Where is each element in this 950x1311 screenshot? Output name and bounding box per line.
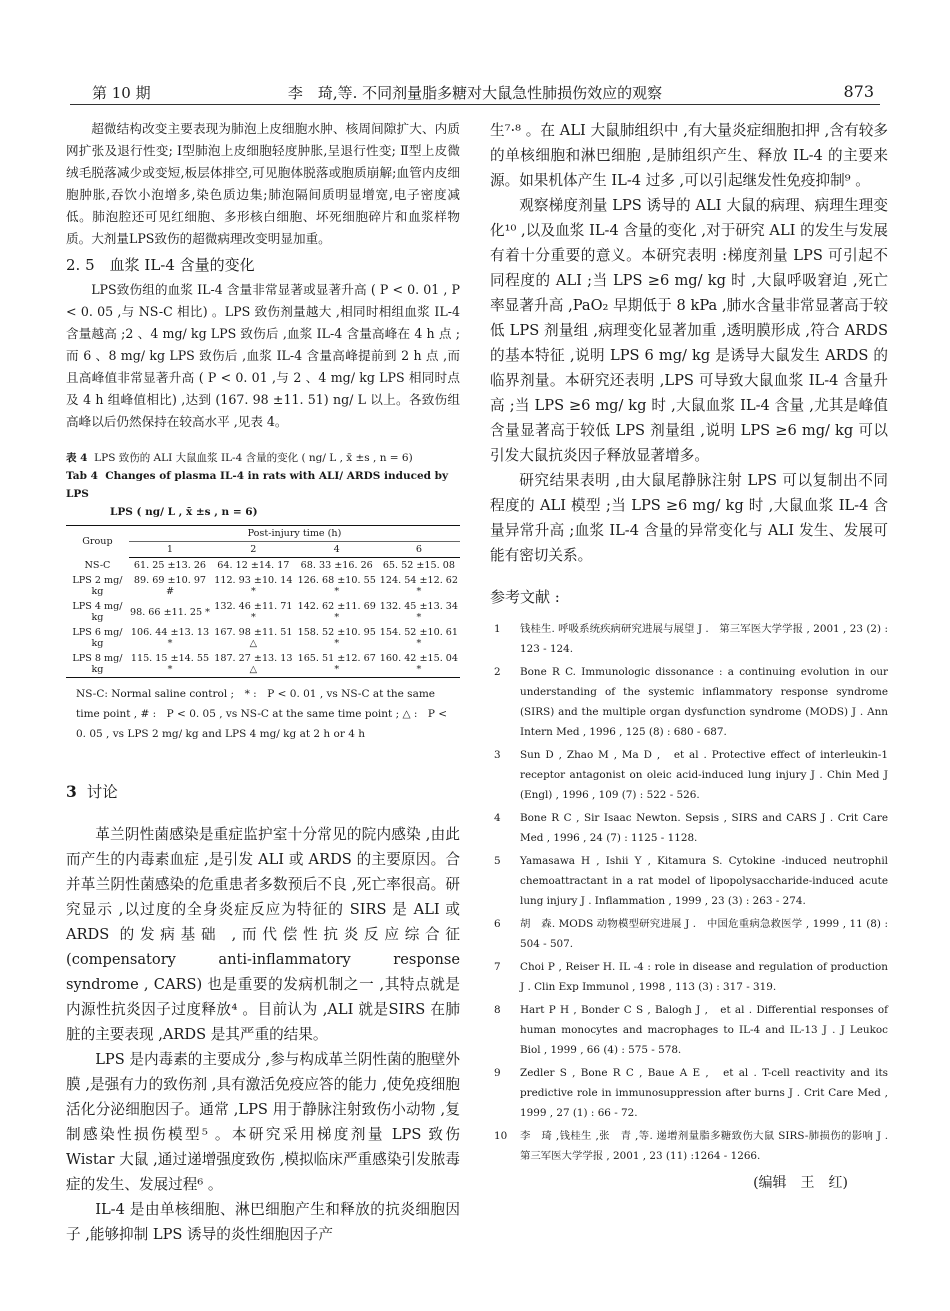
reference-item: 9 Zedler S , Bone R C , Baue A E , et al . T-cell reactivity and its predictive role in immunosuppression after burns J . Crit Care Med , 1999 , 27 (1) : 66 - 72. (494, 1067, 888, 1119)
paragraph-conclusion: 研究结果表明 ,由大鼠尾静脉注射 LPS 可以复制出不同程度的 ALI 模型 ;当 LPS ≥6 mg/ kg 时 ,大鼠血浆 IL-4 含量异常升高 ;血浆 IL-4 含量的异常变化与 ALI 发生、发展可能有密切关系。 (490, 472, 888, 564)
paragraph-discussion-3: IL-4 是由单核细胞、淋巴细胞产生和释放的抗炎细胞因子 ,能够抑制 LPS 诱导的炎性细胞因子产 (66, 1201, 460, 1243)
table-row: LPS 4 mg/ kg 98. 66 ±11. 25 * 132. 46 ±11. 71 * 142. 62 ±11. 69 * 132. 45 ±13. 34 * (72, 601, 459, 623)
table-row: LPS 6 mg/ kg 106. 44 ±13. 13 * 167. 98 ±11. 51 △ 158. 52 ±10. 95 * 154. 52 ±10. 61 * (72, 627, 459, 649)
table-caption-cn: LPS 致伤的 ALI 大鼠血浆 IL-4 含量的变化 ( ng/ L , x̄ ±s , n = 6) (94, 452, 413, 464)
reference-item: 7 Choi P , Reiser H. IL -4 : role in disease and regulation of production J . Clin Exp Immunol , 1998 , 113 (3) : 317 - 319. (494, 961, 888, 993)
table-row: NS-C 61. 25 ±13. 26 64. 12 ±14. 17 68. 33 ±16. 26 65. 52 ±15. 08 (84, 559, 455, 571)
reference-item: 8 Hart P H , Bonder C S , Balogh J , et al . Differential responses of human monocytes and macrophages to IL-4 and IL-13 J . J Leukoc Biol , 1999 , 66 (4) : 575 - 578. (494, 1004, 888, 1056)
table-4-caption (66, 449, 460, 521)
references-heading: 参考文献 : (490, 588, 560, 606)
table-time-col: 2 (211, 542, 296, 558)
reference-item: 1 钱桂生. 呼吸系统疾病研究进展与展望 J . 第三军医大学学报 , 2001 , 23 (2) : 123 - 124. (494, 623, 888, 655)
table-group-header: Group (66, 526, 129, 558)
table-time-col: 1 (129, 542, 211, 558)
running-header (70, 78, 880, 105)
section-2-5-heading: 2. 5 血浆 IL-4 含量的变化 (66, 256, 255, 274)
paragraph-discussion-4: 观察梯度剂量 LPS 诱导的 ALI 大鼠的病理、病理生理变化¹⁰ ,以及血浆 IL-4 含量的变化 ,对于研究 ALI 的发生与发展有着十分重要的意义。本研究表明 :梯度剂量 LPS 可引起不同程度的 ALI ;当 LPS ≥6 mg/ kg 时 ,大鼠呼吸窘迫 ,死亡率显著升高 ,PaO₂ 早期低于 8 kPa ,肺水含量非常显著高于较低 LPS 剂量组 ,病理变化显著加重 ,透明膜形成 ,符合 ARDS 的基本特征 ,说明 LPS 6 mg/ kg 是诱导大鼠发生 ARDS 的临界剂量。本研究还表明 ,LPS 可导致大鼠血浆 IL-4 含量升高 ;当 LPS ≥6 mg/ kg 时 ,大鼠血浆 IL-4 含量 ,尤其是峰值含量显著高于较低 LPS 剂量组 ,说明 LPS ≥6 mg/ kg 可以引发大鼠抗炎因子释放显著增多。 (490, 197, 888, 464)
table-4 (66, 525, 460, 678)
table-label-cn: 表 4 (66, 452, 88, 464)
paragraph-discussion-2: LPS 是内毒素的主要成分 ,参与构成革兰阴性菌的胞壁外膜 ,是强有力的致伤剂 ,具有激活免疫应答的能力 ,使免疫细胞活化分泌细胞因子。通常 ,LPS 用于静脉注射致伤小动物 ,复制感染性损伤模型⁵ 。本研究采用梯度剂量 LPS 致伤 Wistar 大鼠 ,通过递增强度致伤 ,模拟临床严重感染引发脓毒症的发生、发展过程⁶ 。 (66, 1051, 460, 1193)
paragraph-discussion-cont: 生⁷·⁸ 。在 ALI 大鼠肺组织中 ,有大量炎症细胞扣押 ,含有较多的单核细胞和淋巴细胞 ,是肺组织产生、释放 IL-4 的主要来源。如果机体产生 IL-4 过多 ,可以引起继发性免疫抑制⁹ 。 (490, 122, 888, 189)
section-3-title: 讨论 (86, 783, 118, 801)
reference-item: 10 李 琦 ,钱桂生 ,张 青 ,等. 递增剂量脂多糖致伤大鼠 SIRS-肺损伤的影响 J . 第三军医大学学报 , 2001 , 23 (11) :1264 - 1266. (494, 1130, 899, 1162)
table-caption-en: Changes of plasma IL-4 in rats with ALI/ ARDS induced by LPS (66, 470, 449, 500)
table-time-header: Post-injury time (h) (129, 526, 460, 542)
section-3-number: 3 (66, 782, 77, 801)
running-title: 李 琦,等. 不同剂量脂多糖对大鼠急性肺损伤效应的观察 (287, 84, 663, 102)
right-column (490, 118, 899, 1192)
table-row: LPS 2 mg/ kg 89. 69 ±10. 97 # 112. 93 ±10. 14 * 126. 68 ±10. 55 * 124. 54 ±12. 62 * (72, 575, 459, 597)
reference-item: 6 胡 森. MODS 动物模型研究进展 J . 中国危重病急救医学 , 1999 , 11 (8) : 504 - 507. (494, 918, 888, 950)
table-time-col: 6 (378, 542, 460, 558)
issue-number: 第 10 期 (92, 84, 151, 102)
table-time-col: 4 (296, 542, 378, 558)
reference-item: 4 Bone R C , Sir Isaac Newton. Sepsis , SIRS and CARS J . Crit Care Med , 1996 , 24 (7) : 1125 - 1128. (494, 812, 888, 844)
reference-item: 3 Sun D , Zhao M , Ma D , et al . Protective effect of interleukin-1 receptor antagonist on oleic acid-induced lung injury J . Chin Med J (Engl) , 1996 , 109 (7) : 522 - 526. (494, 749, 888, 801)
section-3-heading (66, 780, 460, 802)
paragraph-ultrastructure: 超微结构改变主要表现为肺泡上皮细胞水肿、核周间隙扩大、内质网扩张及退行性变; Ⅰ型肺泡上皮细胞轻度肿胀,呈退行性变; Ⅱ型上皮微绒毛脱落减少或变短,板层体排空,可见胞体脱落或胞质崩解;血管内皮细胞肿胀,吞饮小泡增多,染色质边集;肺泡隔间质明显增宽,电子密度减低。肺泡腔还可见红细胞、多形核白细胞、坏死细胞碎片和血浆样物质。大剂量LPS致伤的超微病理改变明显加重。 (66, 121, 460, 246)
paragraph-il4-changes: LPS致伤组的血浆 IL-4 含量非常显著或显著升高 ( P < 0. 01 , P < 0. 05 ,与 NS-C 相比) 。LPS 致伤剂量越大 ,相同时相组血浆 IL-4 含量越高 ;2 、4 mg/ kg LPS 致伤后 ,血浆 IL-4 含量高峰在 4 h 点 ;而 6 、8 mg/ kg LPS 致伤后 ,血浆 IL-4 含量高峰提前到 2 h 点 ,而且高峰值非常显著升高 ( P < 0. 01 ,与 2 、4 mg/ kg LPS 相同时点及 4 h 组峰值相比) ,达到 (167. 98 ±11. 51) ng/ L 以上。各致伤组高峰以后仍然保持在较高水平 ,见表 4。 (66, 282, 460, 429)
page-number: 873 (843, 82, 874, 101)
table-note: NS-C: Normal saline control ; * : P < 0. 01 , vs NS-C at the same time point , # : P < 0. 05 , vs NS-C at the same time point ; △ : P < 0. 05 , vs LPS 2 mg/ kg and LPS 4 mg/ kg at 2 h or 4 h (76, 688, 448, 740)
left-column (66, 118, 460, 1247)
table-label-en: Tab 4 (66, 470, 98, 482)
reference-item: 5 Yamasawa H , Ishii Y , Kitamura S. Cytokine -induced neutrophil chemoattractant in a rat model of lipopolysaccharide-induced acute lung injury J . Inflammation , 1999 , 23 (3) : 263 - 274. (494, 855, 888, 907)
table-row: LPS 8 mg/ kg 115. 15 ±14. 55 * 187. 27 ±13. 13 △ 165. 51 ±12. 67 * 160. 42 ±15. 04 * (66, 651, 460, 678)
paragraph-discussion-1: 革兰阴性菌感染是重症监护室十分常见的院内感染 ,由此而产生的内毒素血症 ,是引发 ALI 或 ARDS 的主要原因。合并革兰阴性菌感染的危重患者多数预后不良 ,死亡率很高。研究显示 ,以过度的全身炎症反应为特征的 SIRS 是 ALI 或 ARDS 的发病基础 ,而代偿性抗炎反应综合征(compensatory anti-inflammatory response syndrome , CARS) 也是重要的发病机制之一 ,其特点就是内源性抗炎因子过度释放⁴ 。目前认为 ,ALI 就是SIRS 在肺脏的主要表现 ,ARDS 是其严重的结果。 (66, 826, 460, 1043)
editor-credit: (编辑 王 红) (753, 1175, 848, 1191)
table-caption-en-cont: LPS ( ng/ L , x̄ ±s , n = 6) (110, 506, 258, 518)
reference-item: 2 Bone R C. Immunologic dissonance : a continuing evolution in our understanding of the systemic inflammatory response syndrome (SIRS) and the multiple organ dysfunction syndrome (MODS) J . Ann Intern Med , 1996 , 125 (8) : 680 - 687. (494, 666, 888, 738)
references-list (490, 619, 899, 1166)
